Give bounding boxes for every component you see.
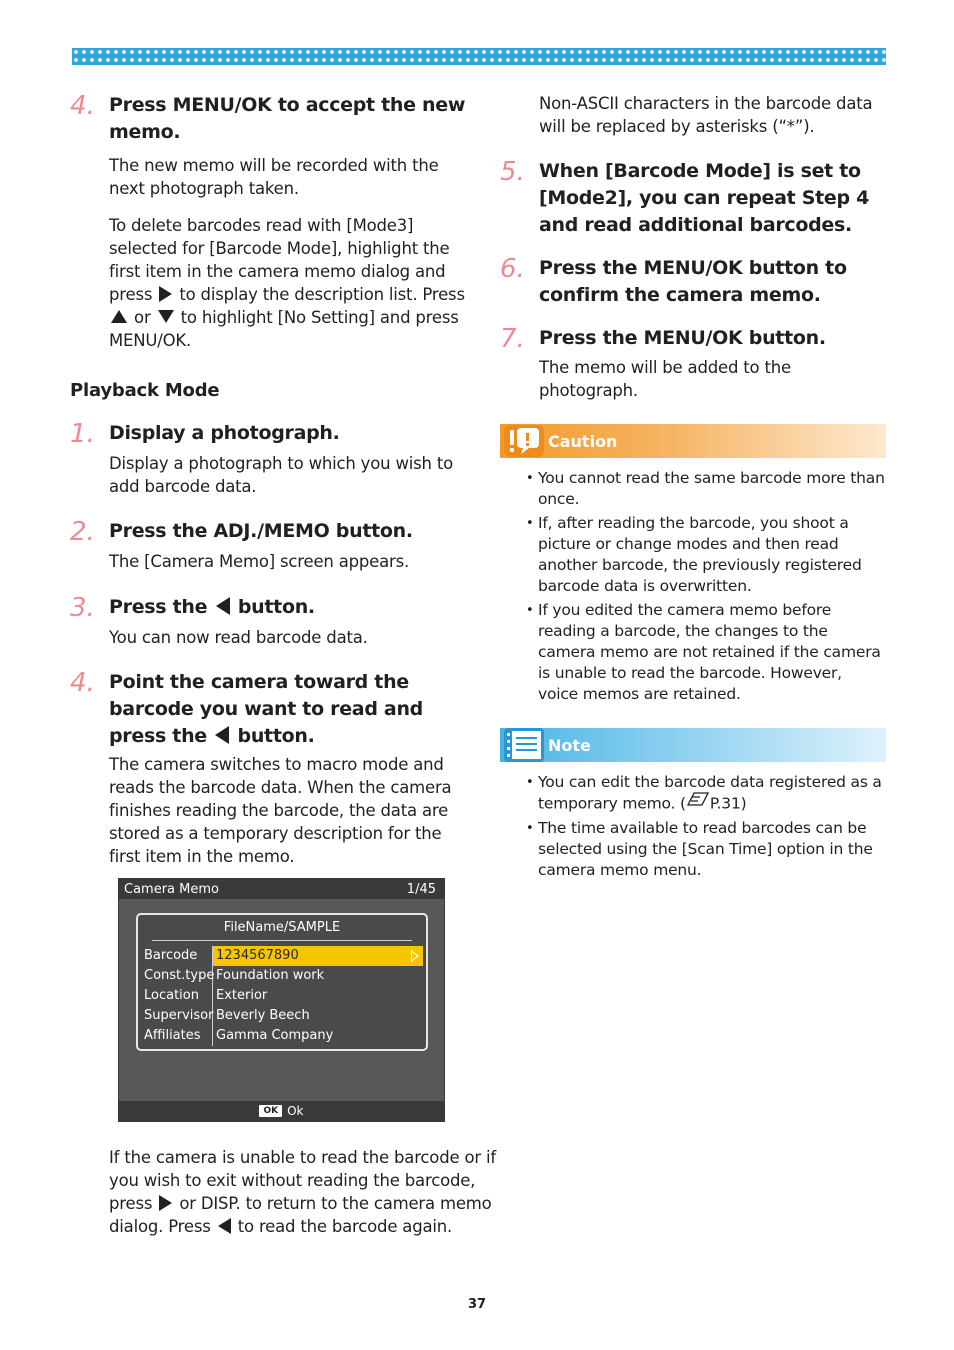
list-item: • The time available to read barcodes can be selected using the [Scan Time] option in the camera memo menu. [500,818,886,881]
step-body: You can now read barcode data. [109,628,368,647]
caution-list [500,468,886,705]
text-run: or DISP. to return to the camera memo dialog. Press [109,1194,492,1236]
memo-key: Const.type [143,966,213,986]
section-title-playback-mode: Playback Mode [70,380,220,401]
memo-row-barcode[interactable] [143,946,423,966]
step-body: The memo will be added to the photograph. [539,358,791,400]
step-1-display [70,420,470,448]
text-run: Point the camera toward the barcode you want to read and press the [109,671,423,747]
step-6-confirm [500,255,886,309]
caution-icon [502,423,546,459]
step-body: The new memo will be recorded with the next photograph taken. [109,156,439,198]
caution-box [500,424,886,705]
text-run: 1234567890 [216,948,299,963]
step-5-repeat [500,158,886,239]
text-run: button. [231,725,315,747]
page-reference-icon[interactable] [686,791,710,813]
left-column [70,92,470,868]
step-heading: Press the MENU/OK button. [539,327,826,349]
text-run: You can edit the barcode data registered as a temporary memo. ( [538,773,882,813]
note-list [500,772,886,881]
memo-key: Affiliates [143,1026,213,1046]
step-number: 5. [500,157,525,187]
left-arrow-icon [216,597,230,615]
step-heading [109,669,470,750]
memo-row[interactable] [143,966,423,986]
step-body-delete-instructions [109,214,470,352]
text-run: If the camera is unable to read the barcode or if you wish to exit without reading the barcode, press [109,1148,496,1213]
step-heading: Press the MENU/OK button to confirm the camera memo. [539,257,847,306]
memo-row[interactable] [143,1006,423,1026]
memo-value [213,946,423,966]
camera-screen-title: Camera Memo [124,881,219,897]
text-run: to highlight [No Setting] and press MENU/OK. [109,308,459,350]
step-number: 4. [70,668,95,698]
text-run: Press the [109,596,214,618]
camera-title-bar [119,879,444,899]
text-run: To delete barcodes read with [Mode3] selected for [Barcode Mode], highlight the first item in the camera memo dialog and press [109,216,450,304]
step-heading: Press the ADJ./MEMO button. [109,520,413,542]
right-arrow-icon [159,286,172,302]
list-item: • If, after reading the barcode, you shoot a picture or change modes and then read another barcode, the previously registered barcode data is overwritten. [500,513,886,597]
memo-key: Location [143,986,213,1006]
header-dotted-band [72,48,886,65]
memo-value: Exterior [216,988,268,1003]
note-icon [502,727,546,763]
caution-header [500,424,886,458]
step-body: The camera switches to macro mode and reads the barcode data. When the camera finishes reading the barcode, the data are stored as a temporary description for the first item in the memo. [109,755,452,866]
right-arrow-icon [159,1195,172,1211]
text-run: button. [231,596,315,618]
step-3-press-left [70,594,470,622]
step-number: 2. [70,517,95,547]
page-reference-link[interactable]: P.31) [709,794,747,813]
memo-value: Beverly Beech [216,1008,310,1023]
ok-button-icon: OK [259,1105,282,1117]
step-number: 3. [70,593,95,623]
text-run: to display the description list. Press [174,285,465,304]
step-number: 4. [70,91,95,121]
memo-row[interactable] [143,1026,423,1046]
list-item [500,772,886,815]
memo-value: Gamma Company [216,1028,334,1043]
caution-label: Caution [548,431,618,451]
camera-memo-screen [118,878,445,1122]
memo-row[interactable] [143,986,423,1006]
memo-panel [136,913,428,1051]
ok-label: Ok [287,1104,304,1118]
note-header [500,728,886,762]
text-run: or [129,308,156,327]
up-arrow-icon [111,310,127,323]
memo-counter: 1/45 [406,881,436,897]
step-4-point-camera [70,669,470,750]
file-name: FileName/SAMPLE [152,915,412,941]
note-label: Note [548,735,591,755]
memo-key: Barcode [143,946,213,966]
right-column [500,92,886,884]
memo-value: Foundation work [216,968,325,983]
left-arrow-icon [215,726,229,744]
step-heading: Press MENU/OK to accept the new memo. [109,94,466,143]
camera-footer-bar [119,1101,444,1121]
step-number: 6. [500,254,525,284]
left-arrow-icon [218,1218,231,1234]
list-item: • You cannot read the same barcode more than once. [500,468,886,510]
step-heading: When [Barcode Mode] is set to [Mode2], you can repeat Step 4 and read additional barcodes. [539,160,870,236]
step-heading [109,594,315,621]
memo-rows [143,946,423,1046]
down-arrow-icon [158,310,174,323]
continuation-text: Non-ASCII characters in the barcode data will be replaced by asterisks (“*”). [539,94,873,136]
step-4-accept [70,92,470,146]
step-7-menu-ok [500,325,886,353]
after-screen-text [109,1146,509,1238]
text-run: to read the barcode again. [232,1217,453,1236]
step-2-adj-memo [70,518,470,546]
step-body: The [Camera Memo] screen appears. [109,552,410,571]
right-arrow-icon [411,950,419,962]
step-number: 7. [500,324,525,354]
step-number: 1. [70,419,95,449]
memo-key: Supervisor [143,1006,213,1026]
note-box [500,728,886,881]
list-item: • If you edited the camera memo before reading a barcode, the changes to the camera memo are not retained if the camera is unable to read the barcode. However, voice memos are retained. [500,600,886,705]
step-heading: Display a photograph. [109,422,340,444]
page-number: 37 [467,1297,487,1312]
step-body: Display a photograph to which you wish to add barcode data. [109,454,453,496]
